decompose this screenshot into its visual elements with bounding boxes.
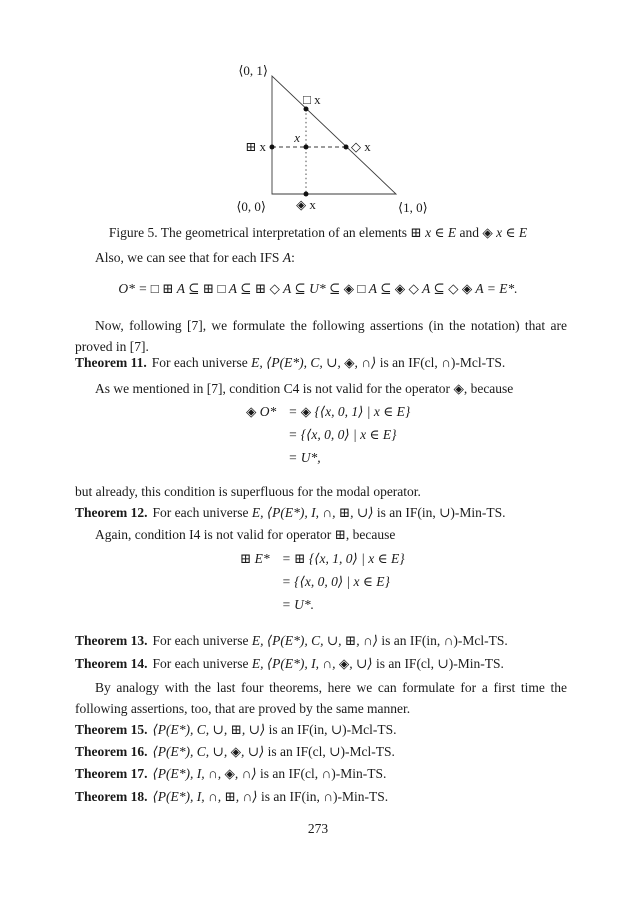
figure-5-diagram: [200, 58, 450, 223]
vertex-label-top-left: ⟨0, 1⟩: [238, 63, 268, 78]
paragraph-tail: :: [291, 250, 295, 265]
paragraph-analogy: By analogy with the last four theorems, here we can formulate for a first time the following assertions, too, that are proved by the same manner.: [75, 680, 567, 716]
structure-class: IF(cl, ∪)-Mcl-TS.: [296, 744, 395, 759]
paragraph-text: Also, we can see that for each IFS: [95, 250, 283, 265]
theorem-label: Theorem 18.: [75, 789, 148, 804]
display-math-2: [240, 551, 405, 613]
universe-variable: E,: [251, 633, 267, 648]
structure-class: IF(in, ∩)-Min-TS.: [289, 789, 389, 804]
display-math-1: [246, 404, 410, 466]
theorem-17: [75, 763, 567, 784]
theorem-14: [75, 653, 567, 674]
diamondplus-operator: ◈: [453, 381, 464, 396]
paragraph-text: As we mentioned in [7], condition C4 is not valid for the operator: [95, 381, 454, 396]
display1-row1: = ◈ {⟨x, 0, 1⟩ | x ∈ E}: [288, 404, 411, 419]
display2-lhs-empty: [240, 574, 270, 590]
figure-caption: [0, 225, 636, 241]
theorem-16: [75, 741, 567, 762]
theorem-label: Theorem 16.: [75, 744, 148, 759]
paragraph-also: [75, 247, 567, 268]
page-number: 273: [307, 821, 329, 836]
universe-variable: E,: [251, 355, 267, 370]
caption-math-1: ⊞ x ∈ E: [410, 225, 457, 240]
theorem-mid: is an: [373, 505, 406, 520]
theorem-label: Theorem 15.: [75, 722, 148, 737]
paragraph-tail: , because: [345, 527, 396, 542]
theorem-prefix: For each universe: [152, 633, 252, 648]
theorem-label: Theorem 11.: [75, 355, 147, 370]
paragraph-tail: , because: [463, 381, 514, 396]
theorem-prefix: For each universe: [151, 355, 252, 370]
structure-tuple: ⟨P(E*), I, ∩, ⊞, ∩⟩: [152, 789, 258, 804]
theorem-mid: is an: [372, 656, 405, 671]
point-diamondplus-x: [304, 192, 309, 197]
structure-tuple: ⟨P(E*), I, ∩, ◈, ∪⟩: [266, 656, 373, 671]
paragraph-i4: [75, 524, 567, 545]
vertex-label-bottom-left: ⟨0, 0⟩: [236, 199, 266, 214]
caption-math-2: ◈ x ∈ E: [482, 225, 528, 240]
theorem-label: Theorem 12.: [75, 505, 148, 520]
structure-tuple: ⟨P(E*), I, ∩, ⊞, ∪⟩: [266, 505, 374, 520]
display2-lhs-empty: [240, 597, 270, 613]
display1-row3: = U*,: [288, 450, 321, 465]
label-boxplus-x: ⊞ x: [245, 139, 266, 154]
ifs-triangle: [272, 76, 396, 194]
universe-variable: E,: [251, 505, 267, 520]
universe-variable: E,: [251, 656, 267, 671]
display2-lhs: ⊞ E*: [240, 551, 270, 566]
theorem-label: Theorem 13.: [75, 633, 148, 648]
label-diamondplus-x: ◈ x: [296, 197, 316, 212]
point-boxplus-x: [270, 145, 275, 150]
paragraph-now: Now, following [7], we formulate the following assertions (in the notation) that are proved in [7].: [75, 318, 567, 354]
paragraph-text: Again, condition I4 is not valid for operator: [95, 527, 335, 542]
formula-inclusion-chain: O* = □ ⊞ A ⊆ ⊞ □ A ⊆ ⊞ ◇ A ⊆ U* ⊆ ◈ □ A ⊆ ◈ ◇ A ⊆ ◇ ◈ A = E*.: [118, 281, 518, 296]
display1-lhs-empty: [246, 427, 276, 443]
structure-class: IF(cl, ∪)-Min-TS.: [404, 656, 504, 671]
boxplus-operator: ⊞: [334, 527, 346, 542]
display2-row3: = U*.: [281, 597, 315, 612]
theorem-11: [75, 352, 567, 373]
theorem-prefix: For each universe: [152, 656, 252, 671]
theorem-mid: is an: [376, 355, 409, 370]
theorem-mid: is an: [378, 633, 410, 648]
theorem-mid: is an: [257, 789, 290, 804]
theorem-prefix: For each universe: [152, 505, 252, 520]
label-x: x: [294, 130, 300, 145]
caption-text: Figure 5. The geometrical interpretation of an elements: [108, 225, 411, 240]
structure-tuple: ⟨P(E*), C, ∪, ⊞, ∩⟩: [266, 633, 378, 648]
structure-tuple: ⟨P(E*), I, ∩, ◈, ∩⟩: [152, 766, 257, 781]
point-possibility-x: [344, 145, 349, 150]
theorem-mid: is an: [265, 722, 298, 737]
structure-tuple: ⟨P(E*), C, ∪, ◈, ∪⟩: [152, 744, 265, 759]
point-necessity-x: [304, 107, 309, 112]
caption-and: and: [456, 225, 483, 240]
structure-class: IF(in, ∪)-Min-TS.: [405, 505, 506, 520]
label-necessity-x: □ x: [303, 92, 321, 107]
display1-lhs: ◈ O*: [246, 404, 277, 419]
paragraph-c4: [75, 378, 567, 399]
structure-tuple: ⟨P(E*), C, ∪, ◈, ∩⟩: [266, 355, 377, 370]
paragraph-but: but already, this condition is superfluous for the modal operator.: [75, 484, 421, 499]
theorem-12: [75, 502, 567, 523]
theorem-mid: is an: [264, 744, 297, 759]
structure-class: IF(in, ∪)-Mcl-TS.: [297, 722, 397, 737]
structure-class: IF(in, ∩)-Mcl-TS.: [409, 633, 508, 648]
point-x: [304, 145, 309, 150]
structure-tuple: ⟨P(E*), C, ∪, ⊞, ∪⟩: [152, 722, 266, 737]
display2-row2: = {⟨x, 0, 0⟩ | x ∈ E}: [281, 574, 390, 589]
structure-class: IF(cl, ∩)-Mcl-TS.: [408, 355, 506, 370]
display2-row1: = ⊞ {⟨x, 1, 0⟩ | x ∈ E}: [281, 551, 405, 566]
display1-lhs-empty: [246, 450, 276, 466]
display1-row2: = {⟨x, 0, 0⟩ | x ∈ E}: [288, 427, 397, 442]
ifs-variable: A: [282, 250, 292, 265]
theorem-mid: is an: [256, 766, 289, 781]
theorem-15: [75, 719, 567, 740]
theorem-label: Theorem 14.: [75, 656, 148, 671]
vertex-label-bottom-right: ⟨1, 0⟩: [398, 200, 428, 215]
theorem-18: [75, 786, 567, 807]
theorem-13: [75, 630, 567, 651]
structure-class: IF(cl, ∩)-Min-TS.: [288, 766, 387, 781]
label-possibility-x: ◇ x: [351, 139, 371, 154]
theorem-label: Theorem 17.: [75, 766, 148, 781]
